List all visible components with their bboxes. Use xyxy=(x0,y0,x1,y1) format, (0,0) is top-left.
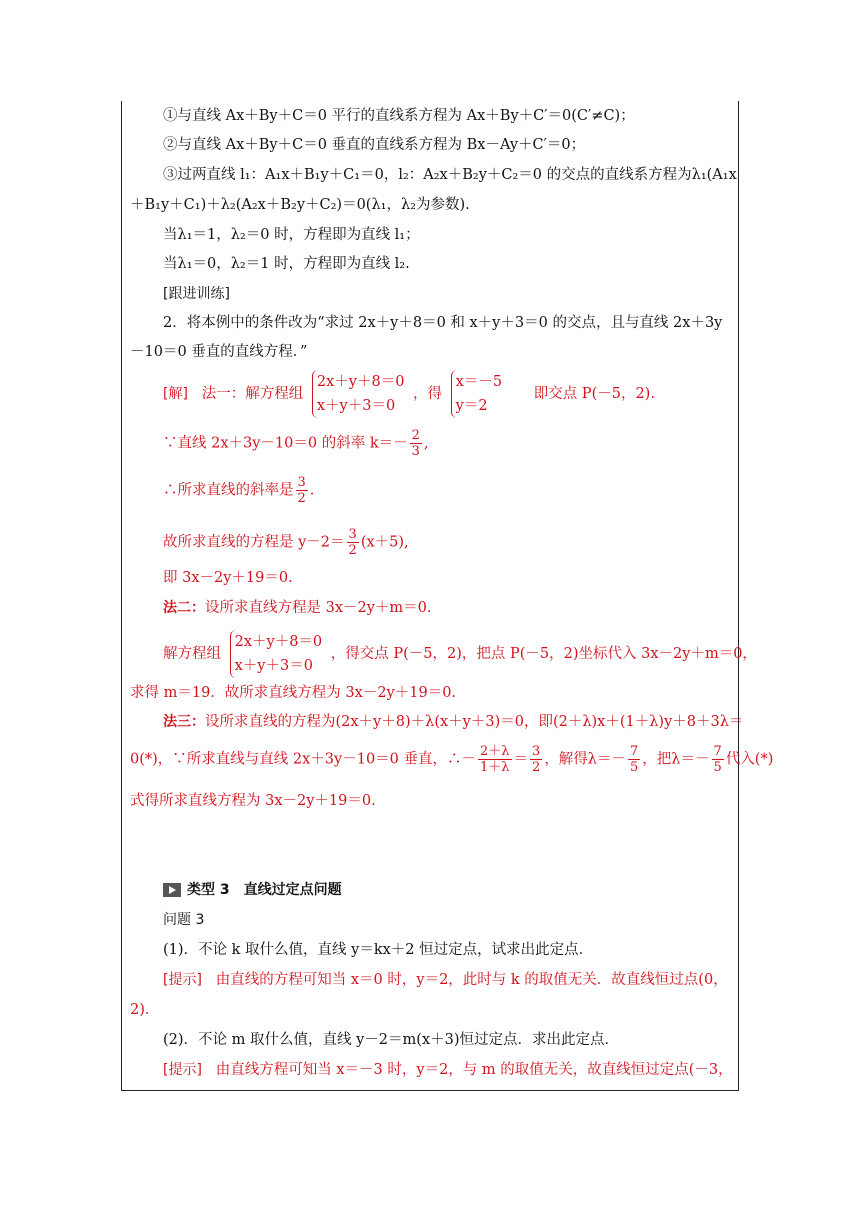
frac-num: 7 xyxy=(713,744,722,759)
eq-fraction xyxy=(347,527,359,558)
hint-1-text: 由直线的方程可知当 x＝0 时，y＝2，此时与 k 的取值无关．故直线恒过点(0， xyxy=(215,972,728,988)
equation-line xyxy=(163,527,409,558)
rule-case-2: 当λ₁＝0，λ₂＝1 时，方程即为直线 l₂. xyxy=(163,256,410,272)
hint-1 xyxy=(163,970,728,990)
frac-num: 2 xyxy=(411,428,420,443)
rule-perpendicular: ②与直线 Ax＋By＋C＝0 垂直的直线系方程为 Bx－Ay＋C′＝0； xyxy=(163,137,586,153)
m3-post: 代入(*) xyxy=(725,751,774,768)
hint-tag: [提示] xyxy=(163,1062,202,1078)
method-2-text: 设所求直线方程是 3x－2y＋m＝0. xyxy=(205,600,432,616)
type3-title-text: 类型 3 直线过定点问题 xyxy=(187,882,342,898)
type3-title xyxy=(163,880,342,900)
sys1-eq-a: 2x＋y＋8＝0 xyxy=(316,374,405,390)
training-header: [跟进训练] xyxy=(163,286,230,302)
sys1-eq-b: x＋y＋3＝0 xyxy=(316,398,396,414)
frac-den: 1＋λ xyxy=(480,760,510,775)
frac-num: 7 xyxy=(630,744,639,759)
k-fraction xyxy=(296,475,308,506)
slope-line xyxy=(163,428,429,459)
hint-2-text: 由直线方程可知当 x＝－3 时，y＝2，与 m 的取值无关，故直线恒过定点(－3， xyxy=(215,1062,733,1078)
frac-num: 3 xyxy=(297,475,306,490)
problem-label: 问题 3 xyxy=(163,912,205,928)
m3-fraction-1 xyxy=(478,744,512,775)
sys3-eq-a: 2x＋y＋8＝0 xyxy=(234,634,323,650)
solution-method-3 xyxy=(163,712,743,732)
m3-mid: ，解得λ＝－ xyxy=(544,751,627,768)
frac-den: 2 xyxy=(532,760,541,775)
slope-fraction xyxy=(410,428,422,459)
method-3-head: 法三： xyxy=(163,714,205,730)
k-pre: ∴所求直线的斜率是 xyxy=(163,482,294,499)
sys2-eq-b: y＝2 xyxy=(455,398,488,414)
equation-system-3 xyxy=(230,630,323,678)
frac-num: 3 xyxy=(348,527,357,542)
m3-fraction-3 xyxy=(628,744,640,775)
eq-post: (x＋5), xyxy=(360,534,409,551)
equation-system-2 xyxy=(451,370,502,418)
frac-den: 5 xyxy=(713,760,722,775)
method-2-head: 法二： xyxy=(163,600,205,616)
solution-tag: [解] xyxy=(163,386,188,402)
hint-1-cont: 2)． xyxy=(130,1002,160,1018)
m3-fraction-2 xyxy=(530,744,542,775)
training-question-cont: －10＝0 垂直的直线方程．” xyxy=(130,344,308,360)
m2-pre: 解方程组 xyxy=(163,646,221,662)
m2-post: ，得交点 P(－5，2)，把点 P(－5，2)坐标代入 3x－2y＋m＝0， xyxy=(330,646,757,662)
question-2: (2)．不论 m 取什么值，直线 y－2＝m(x＋3)恒过定点．求出此定点． xyxy=(163,1032,619,1048)
m1-post: 即交点 P(－5，2). xyxy=(533,386,655,402)
solution-method-1 xyxy=(163,370,655,418)
m3-eq: ＝ xyxy=(513,751,529,768)
method-3-condition xyxy=(130,744,773,775)
method-3-text: 设所求直线的方程为(2x＋y＋8)＋λ(x＋y＋3)＝0，即(2＋λ)x＋(1＋λ)y＋8＋3λ＝ xyxy=(205,714,744,730)
sys3-eq-b: x＋y＋3＝0 xyxy=(234,658,313,674)
slope-post: , xyxy=(423,435,429,452)
frac-num: 2＋λ xyxy=(480,744,510,759)
frac-num: 3 xyxy=(532,744,541,759)
eq-pre: 故所求直线的方程是 y－2＝ xyxy=(163,534,345,551)
frac-den: 5 xyxy=(630,760,639,775)
k-line xyxy=(163,475,314,506)
solution-method-2 xyxy=(163,598,432,618)
equation-system-1 xyxy=(312,370,405,418)
question-1: (1)．不论 k 取什么值，直线 y＝kx＋2 恒过定点，试求出此定点． xyxy=(163,942,594,958)
rule-case-1: 当λ₁＝1，λ₂＝0 时，方程即为直线 l₁； xyxy=(163,227,420,243)
rule-intersection: ③过两直线 l₁：A₁x＋B₁y＋C₁＝0，l₂：A₂x＋B₂y＋C₂＝0 的交点的直线系方程为λ₁(A₁x xyxy=(163,167,737,183)
method-2-result: 求得 m＝19．故所求直线方程为 3x－2y＋19＝0. xyxy=(130,685,457,701)
equation-final: 即 3x－2y＋19＝0. xyxy=(163,570,293,586)
rule-parallel: ①与直线 Ax＋By＋C＝0 平行的直线系方程为 Ax＋By＋C′＝0(C′≠C)； xyxy=(163,108,635,124)
play-triangle-icon xyxy=(163,883,181,897)
m1-mid: ，得 xyxy=(413,386,443,402)
hint-tag: [提示] xyxy=(163,972,202,988)
slope-pre: ∵直线 2x＋3y－10＝0 的斜率 k＝－ xyxy=(163,435,408,452)
k-post: . xyxy=(309,482,315,499)
frac-den: 3 xyxy=(411,444,420,459)
sys2-eq-a: x＝－5 xyxy=(455,374,503,390)
frac-den: 2 xyxy=(297,491,306,506)
m3-fraction-4 xyxy=(712,744,724,775)
rule-intersection-cont: ＋B₁y＋C₁)＋λ₂(A₂x＋B₂y＋C₂)＝0(λ₁，λ₂为参数). xyxy=(130,197,470,213)
m3-pre: 0(*)，∵所求直线与直线 2x＋3y－10＝0 垂直，∴－ xyxy=(130,751,477,768)
m3-mid2: ，把λ＝－ xyxy=(642,751,710,768)
hint-2 xyxy=(163,1060,733,1080)
m1-pre: 法一：解方程组 xyxy=(201,386,304,402)
method-2-system-line xyxy=(163,630,757,678)
frac-den: 2 xyxy=(348,543,357,558)
method-3-result: 式得所求直线方程为 3x－2y＋19＝0. xyxy=(130,793,376,809)
training-question: 2．将本例中的条件改为“求过 2x＋y＋8＝0 和 x＋y＋3＝0 的交点，且与直线 2x＋3y xyxy=(163,315,723,331)
